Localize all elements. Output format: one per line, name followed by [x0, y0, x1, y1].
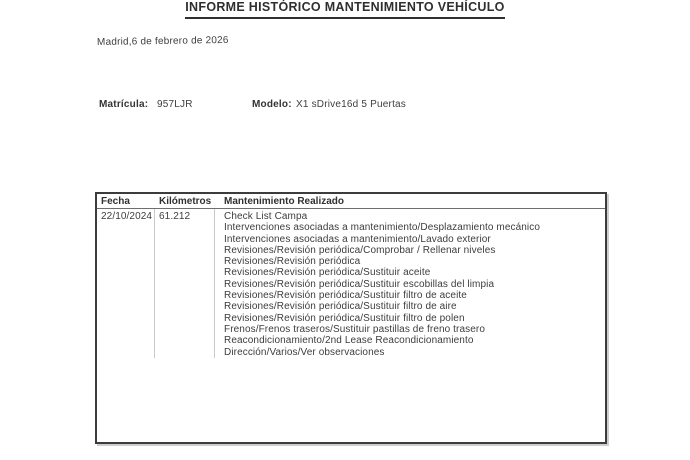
maintenance-item: Revisiones/Revisión periódica/Sustituir aceite	[224, 267, 431, 279]
maintenance-item: Check List Campa	[224, 211, 308, 222]
vehicle-info	[0, 99, 690, 113]
matricula-value: 957LJR	[157, 99, 193, 110]
title-container	[0, 0, 690, 19]
matricula-label: Matrícula:	[99, 99, 149, 110]
maintenance-item: Reacondicionamiento/2nd Lease Reacondicionamiento	[224, 335, 474, 347]
maintenance-table	[95, 192, 607, 444]
maintenance-item: Revisiones/Revisión periódica/Comprobar / Rellenar niveles	[224, 244, 496, 256]
maintenance-item: Frenos/Frenos traseros/Sustituir pastillas de freno trasero	[224, 323, 486, 335]
modelo-value: X1 sDrive16d 5 Puertas	[296, 99, 407, 110]
header-mantenimiento: Mantenimiento Realizado	[224, 195, 345, 207]
maintenance-item: Revisiones/Revisión periódica/Sustituir escobillas del limpia	[224, 278, 495, 290]
cell-kilometros: 61.212	[155, 209, 215, 358]
maintenance-item: Dirección/Varios/Ver observaciones	[224, 346, 385, 358]
maintenance-item: Revisiones/Revisión periódica/Sustituir filtro de aceite	[224, 290, 467, 302]
maintenance-item: Intervenciones asociadas a mantenimiento/Desplazamiento mecánico	[224, 222, 541, 234]
report-date: Madrid,6 de febrero de 2026	[96, 34, 229, 48]
table-header-row	[97, 194, 605, 209]
cell-mantenimiento	[215, 209, 605, 358]
maintenance-item: Revisiones/Revisión periódica/Sustituir filtro de aire	[224, 301, 457, 313]
cell-fecha: 22/10/2024	[97, 209, 155, 358]
maintenance-item: Revisiones/Revisión periódica/Sustituir filtro de polen	[224, 312, 465, 324]
header-kilometros: Kilómetros	[159, 195, 212, 207]
table-row	[97, 209, 605, 358]
modelo-label: Modelo:	[252, 99, 292, 110]
maintenance-item: Intervenciones asociadas a mantenimiento/Lavado exterior	[224, 233, 491, 245]
header-fecha: Fecha	[101, 195, 130, 207]
page-title: INFORME HISTÓRICO MANTENIMIENTO VEHÍCULO	[185, 0, 504, 19]
maintenance-item: Revisiones/Revisión periódica	[224, 256, 361, 268]
